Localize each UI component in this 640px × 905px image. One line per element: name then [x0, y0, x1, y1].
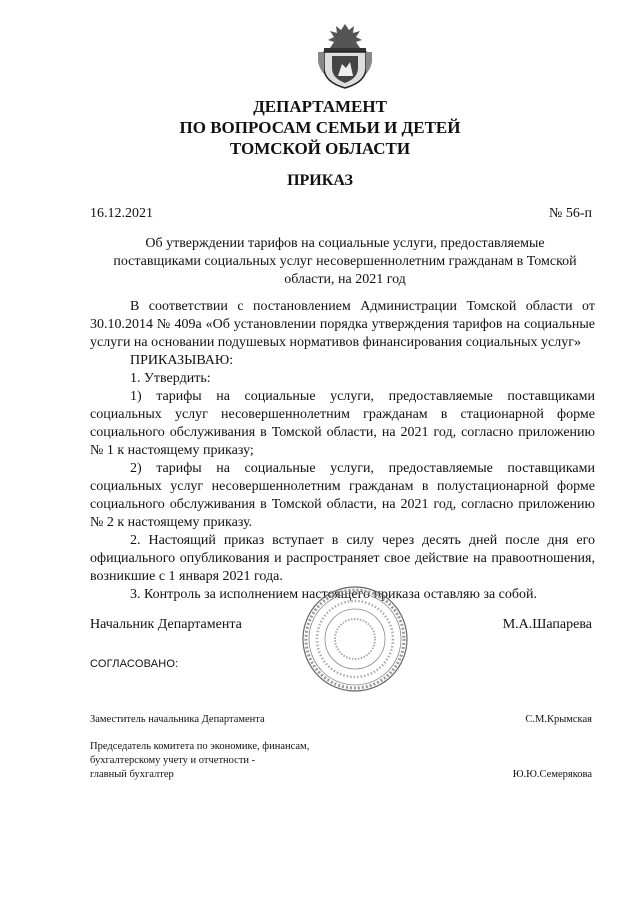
- body-line: 3. Контроль за исполнением настоящего приказа оставляю за собой.: [130, 587, 538, 602]
- signatory-name: М.А.Шапарева: [502, 617, 592, 632]
- department-line-2: ПО ВОПРОСАМ СЕМЬИ И ДЕТЕЙ: [179, 118, 461, 137]
- body-line: 30.10.2014 № 409а «Об установлении порядка утверждения тарифов на социальные: [90, 317, 595, 332]
- body-line: официального опубликования и распространяет свое действие на правоотношения,: [90, 551, 595, 566]
- body-line: № 1 к настоящему приказу;: [90, 443, 254, 458]
- chair-title-line: бухгалтерскому учету и отчетности -: [90, 755, 256, 766]
- body-line: 1) тарифы на социальные услуги, предоставляемые поставщиками: [130, 389, 595, 404]
- body-line: В соответствии с постановлением Администрации Томской области от: [130, 299, 595, 314]
- body-line: № 2 к настоящему приказу.: [90, 515, 253, 530]
- deputy-title: Заместитель начальника Департамента: [90, 714, 265, 725]
- order-number: № 56-п: [548, 206, 592, 221]
- chair-title-line: Председатель комитета по экономике, финансам,: [90, 741, 310, 752]
- body-line: 2) тарифы на социальные услуги, предоставляемые поставщиками: [130, 461, 595, 476]
- body-line: социального обслуживания в Томской области, на 2021 год, согласно приложению: [90, 425, 595, 440]
- order-title: ПРИКАЗ: [287, 172, 353, 189]
- body-line: 1. Утвердить:: [130, 371, 211, 386]
- chair-name: Ю.Ю.Семерякова: [512, 769, 592, 780]
- signatory-title: Начальник Департамента: [90, 617, 242, 632]
- coat-of-arms-icon: [316, 22, 374, 90]
- order-subject: Об утверждении тарифов на социальные услуги, предоставляемые поставщиками социальных услуг несовершеннолетним гражданам в Томской области, на 2021 год: [113, 236, 577, 287]
- body-line: услуги на основании подушевых нормативов финансирования социальных услуг»: [90, 335, 581, 350]
- body-line: социального обслуживания в Томской области, на 2021 год, согласно приложению: [90, 497, 595, 512]
- body-line: социальных услуг несовершеннолетним гражданам в полустационарной форме: [90, 479, 595, 494]
- body-line: ПРИКАЗЫВАЮ:: [130, 353, 234, 368]
- body-line: возникшие с 1 января 2021 года.: [90, 569, 283, 584]
- body-line: 2. Настоящий приказ вступает в силу через десять дней после дня его: [130, 533, 595, 548]
- body-line: социальных услуг несовершеннолетним гражданам в стационарной форме: [90, 407, 595, 422]
- agreed-label: СОГЛАСОВАНО:: [90, 658, 179, 670]
- official-stamp-icon: [300, 584, 410, 694]
- order-date: 16.12.2021: [90, 206, 153, 221]
- chair-title-line: главный бухгалтер: [90, 769, 174, 780]
- deputy-name: С.М.Крымская: [525, 714, 592, 725]
- department-line-3: ТОМСКОЙ ОБЛАСТИ: [229, 139, 411, 158]
- department-line-1: ДЕПАРТАМЕНТ: [253, 97, 387, 116]
